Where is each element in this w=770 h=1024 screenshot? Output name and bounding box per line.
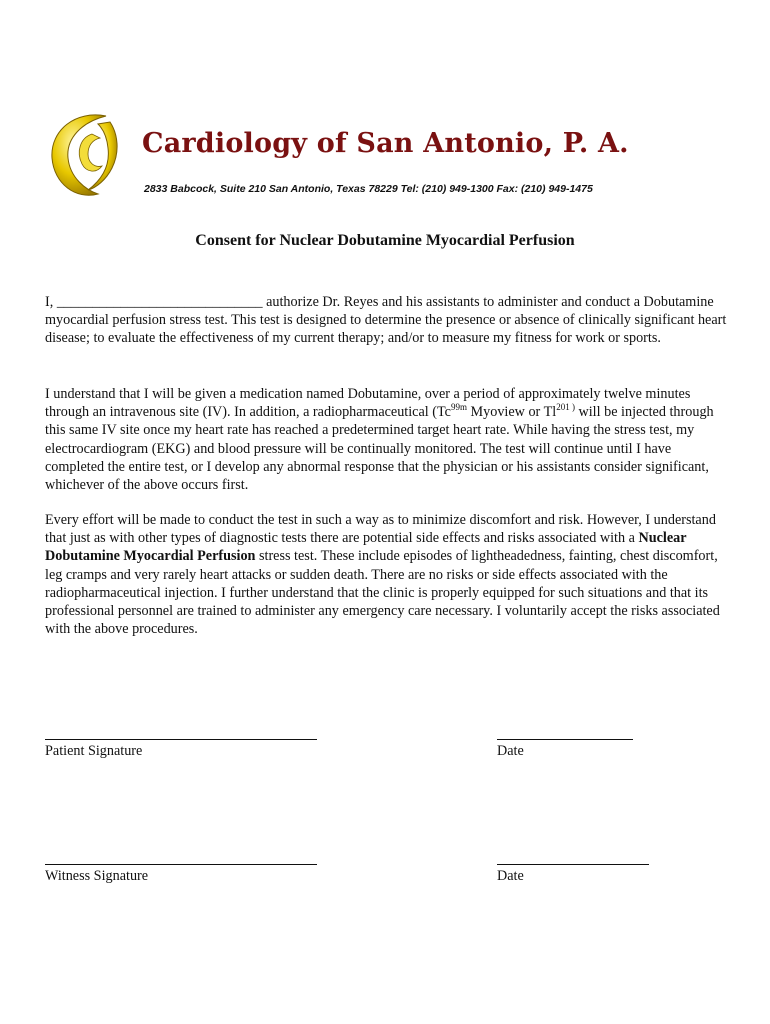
- authorization-text: I, _____________________________ authorize Dr. Reyes and his assistants to administer and conduct a Dobutamine myocardial perfusion stress test. This test is designed to determine the presence or absence of clinically significant heart disease; to evaluate the effectiveness of my current therapy; and/or to measure my fitness for work or sports.: [45, 294, 727, 347]
- patient-signature-line[interactable]: [45, 739, 317, 740]
- medication-paragraph: [45, 385, 727, 494]
- company-name: Cardiology of San Antonio, P. A.: [142, 128, 629, 159]
- document-title: Consent for Nuclear Dobutamine Myocardial Perfusion: [195, 232, 575, 249]
- patient-signature-label: Patient Signature: [45, 743, 143, 759]
- medication-text-2: Myoview or Tl: [466, 404, 557, 421]
- medication-text-1: I understand that I will be given a medication named Dobutamine, over a period of approximately twelve minutes through an intravenous site (IV). In addition, a radiopharmaceutical (Tc: [45, 386, 691, 421]
- patient-date-line[interactable]: [497, 739, 633, 740]
- witness-date-line[interactable]: [497, 864, 649, 865]
- risks-paragraph: [45, 511, 727, 638]
- witness-date-label: Date: [497, 868, 524, 884]
- heart-swirl-logo-icon: [46, 108, 132, 200]
- risks-bold-test-name: Nuclear Dobutamine Myocardial Perfusion: [45, 530, 687, 565]
- tc-superscript: 99m: [450, 402, 467, 413]
- witness-signature-line[interactable]: [45, 864, 317, 865]
- tl-superscript: 201 ): [556, 402, 575, 413]
- witness-signature-label: Witness Signature: [45, 868, 149, 884]
- authorization-paragraph: [45, 293, 727, 348]
- medication-text-3: will be injected through this same IV site once my heart rate has reached a predetermined target heart rate. While having the stress test, my electrocardiogram (EKG) and blood pressure will be continually monitored. The test will continue until I have completed the entire test, or I develop any abnormal response that the physician or his assistants consider significant, whichever of the above occurs first.: [45, 404, 714, 494]
- company-address: 2833 Babcock, Suite 210 San Antonio, Texas 78229 Tel: (210) 949-1300 Fax: (210) 949-1475: [144, 183, 593, 195]
- risks-text-2: stress test. These include episodes of lightheadedness, fainting, chest discomfort, leg cramps and very rarely heart attacks or sudden death. There are no risks or side effects associated with the radiopharmaceutical injection. I further understand that the clinic is properly equipped for such situations and that its professional personnel are trained to administer any emergency care necessary. I voluntarily accept the risks associated with the above procedures.: [45, 548, 720, 638]
- patient-date-label: Date: [497, 743, 524, 759]
- risks-text-1: Every effort will be made to conduct the test in such a way as to minimize discomfort and risk. However, I understand that just as with other types of diagnostic tests there are potential side effects and risks associated with a: [45, 512, 716, 547]
